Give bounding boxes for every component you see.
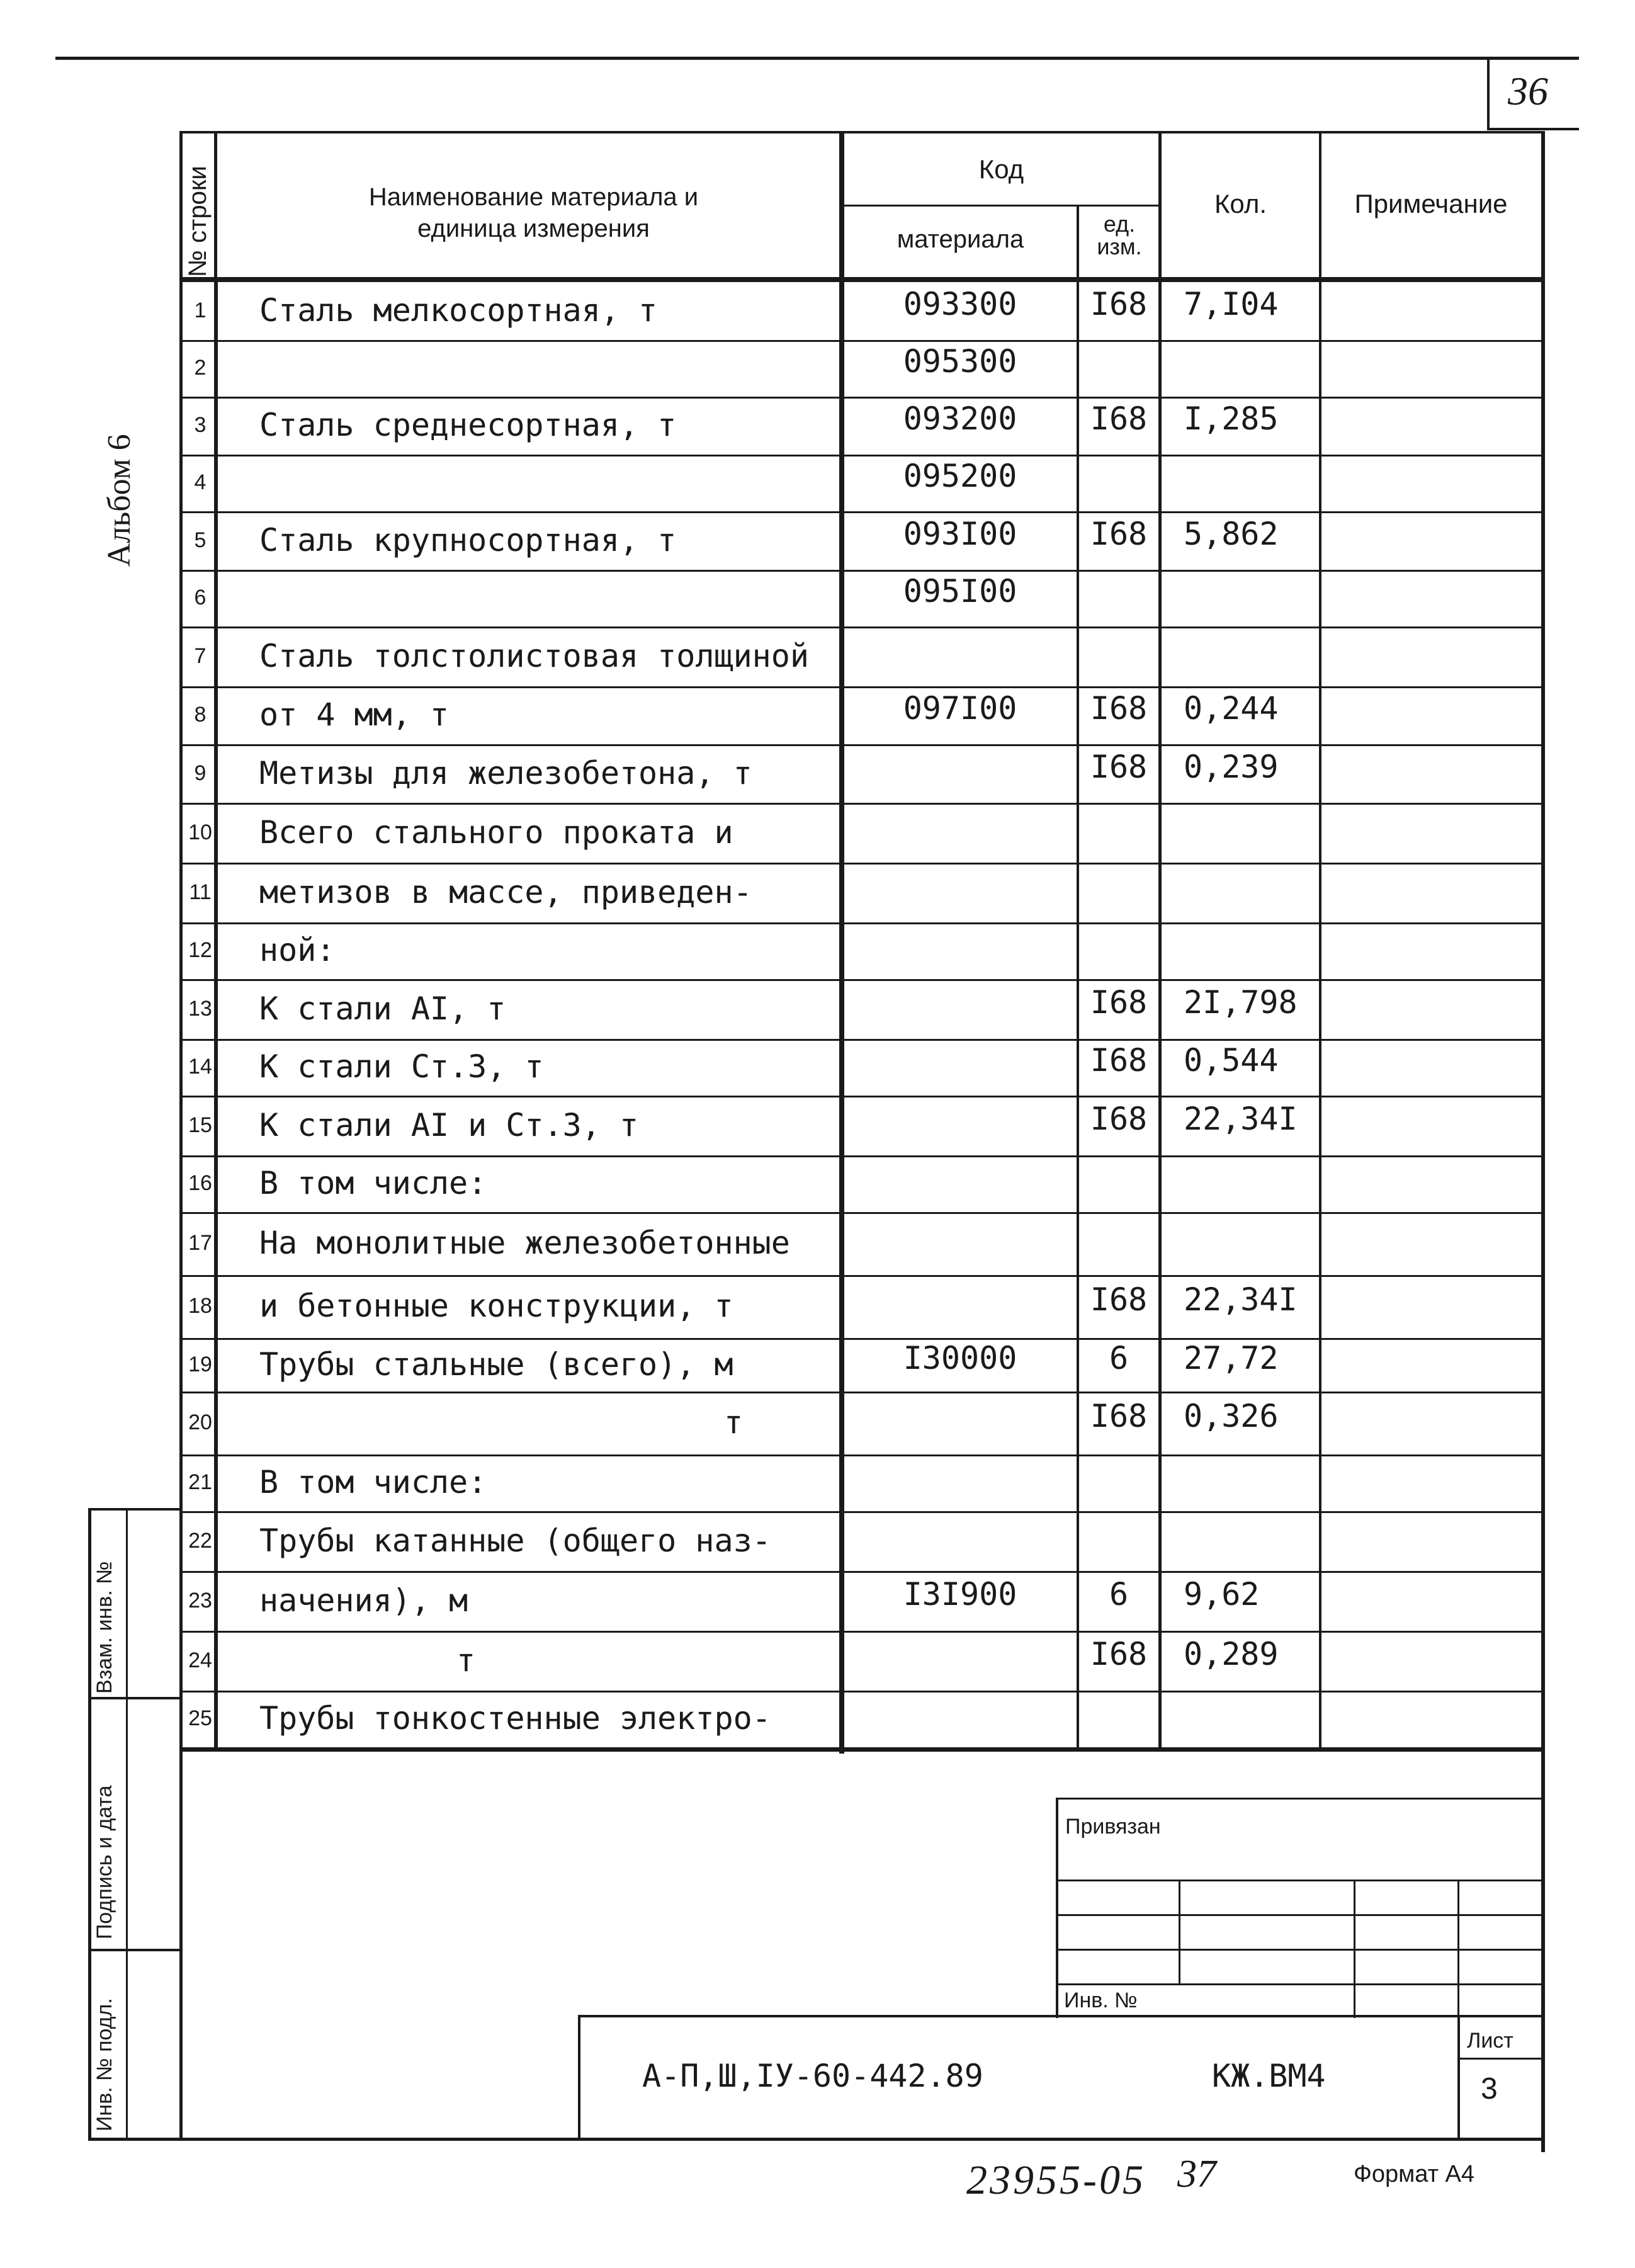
row-code: 097I00 [903, 690, 1017, 727]
row-line [179, 1275, 1544, 1277]
row-qty: 27,72 [1184, 1339, 1279, 1376]
row-unit: I68 [1090, 1398, 1148, 1434]
row-number: 15 [188, 1113, 212, 1137]
row-code: I30000 [903, 1339, 1017, 1376]
row-name: Сталь среднесортная, т [259, 407, 677, 443]
row-name: Трубы тонкостенные электро- [259, 1700, 771, 1737]
footer-page-number: 37 [1177, 2153, 1216, 2196]
row-qty: 9,62 [1184, 1575, 1260, 1613]
row-number: 12 [188, 938, 212, 962]
row-name: ной: [259, 932, 336, 968]
row-name: т [456, 1641, 476, 1679]
page-num-box-bottom [1487, 128, 1579, 130]
row-number: 16 [188, 1171, 212, 1195]
row-line [179, 1691, 1544, 1692]
header-material: материала [897, 225, 1024, 253]
album-label: Альбом 6 [101, 434, 137, 567]
row-code: I3I900 [903, 1575, 1017, 1613]
row-qty: I,285 [1184, 400, 1279, 437]
row-qty: 22,34I [1184, 1100, 1298, 1137]
row-unit: I68 [1090, 286, 1148, 322]
row-name: и бетонные конструкции, т [259, 1288, 733, 1324]
row-line [179, 1631, 1544, 1633]
row-name: начения), м [259, 1582, 468, 1619]
row-line [179, 627, 1544, 628]
header-row-no: № строки [184, 166, 212, 277]
privyazan-row2 [1056, 1914, 1544, 1916]
row-unit: I68 [1090, 748, 1148, 785]
row-unit: I68 [1090, 1281, 1148, 1318]
row-number: 4 [194, 470, 206, 494]
frame-top [179, 131, 1544, 133]
top-rule [55, 57, 1579, 60]
side-strip-top [88, 1508, 183, 1511]
row-number: 17 [188, 1231, 212, 1255]
row-name: В том числе: [259, 1165, 487, 1201]
col-line [1319, 131, 1321, 1747]
row-number: 19 [188, 1352, 212, 1376]
header-code-divider [842, 205, 1160, 207]
row-unit: I68 [1090, 1100, 1148, 1137]
row-line [179, 570, 1544, 572]
row-line [179, 1454, 1544, 1456]
row-line [179, 803, 1544, 805]
row-line [179, 455, 1544, 456]
row-name: В том числе: [259, 1464, 487, 1500]
list-box-left [1457, 2015, 1460, 2141]
privyazan-col1 [1179, 1880, 1180, 1983]
row-name: К стали Ст.3, т [259, 1048, 544, 1085]
row-line [179, 1571, 1544, 1573]
row-line [179, 1212, 1544, 1214]
row-unit: I68 [1090, 1635, 1148, 1672]
row-number: 8 [194, 703, 206, 727]
row-unit: I68 [1090, 984, 1148, 1021]
row-unit: I68 [1090, 690, 1148, 727]
row-code: 095I00 [903, 573, 1017, 610]
row-line [179, 1511, 1544, 1513]
row-number: 18 [188, 1294, 212, 1318]
row-qty: 22,34I [1184, 1281, 1298, 1318]
row-code: 093I00 [903, 515, 1017, 552]
row-name: На монолитные железобетонные [259, 1225, 790, 1261]
side-strip-sep2 [88, 1949, 183, 1951]
header-code: Код [978, 154, 1024, 184]
privyazan-top [1056, 1798, 1544, 1800]
row-line [179, 863, 1544, 865]
row-name: Всего стального проката и [259, 814, 733, 851]
row-line [179, 1039, 1544, 1041]
row-name: от 4 мм, т [259, 696, 450, 733]
row-number: 1 [194, 298, 206, 322]
col-line [1077, 207, 1079, 1747]
row-unit: I68 [1090, 515, 1148, 552]
header-qty: Кол. [1214, 189, 1267, 218]
row-number: 20 [188, 1410, 212, 1434]
row-number: 6 [194, 586, 206, 610]
row-line [179, 1747, 1544, 1752]
frame-right [1541, 131, 1545, 2152]
row-number: 25 [188, 1706, 212, 1730]
document-mark: КЖ.ВМ4 [1212, 2058, 1326, 2094]
row-unit: I68 [1090, 400, 1148, 437]
row-number: 10 [188, 820, 212, 844]
row-line [179, 979, 1544, 981]
row-line [179, 397, 1544, 399]
row-unit: 6 [1109, 1339, 1129, 1376]
row-qty: 0,544 [1184, 1042, 1279, 1079]
row-line [179, 511, 1544, 513]
row-line [179, 1155, 1544, 1157]
label-podpis-data: Подпись и дата [93, 1785, 116, 1939]
row-qty: 7,I04 [1184, 286, 1279, 322]
privyazan-label: Привязан [1065, 1815, 1161, 1839]
list-number: 3 [1481, 2072, 1498, 2106]
page-number: 36 [1508, 69, 1548, 113]
header-name: Наименование материала и единица измерения [368, 183, 699, 242]
row-qty: 0,244 [1184, 690, 1279, 727]
row-name: К стали АI, т [259, 990, 506, 1027]
row-name: К стали АI и Ст.3, т [259, 1106, 639, 1143]
row-name: Трубы катанные (общего наз- [259, 1522, 771, 1559]
row-name: т [724, 1404, 744, 1441]
row-qty: 5,862 [1184, 515, 1279, 552]
row-number: 2 [194, 356, 206, 380]
row-name: Метизы для железобетона, т [259, 754, 752, 791]
row-name: Сталь мелкосортная, т [259, 292, 658, 329]
row-code: 093300 [903, 286, 1017, 322]
row-number: 14 [188, 1055, 212, 1079]
row-number: 3 [194, 413, 206, 437]
row-line [179, 686, 1544, 688]
list-label: Лист [1467, 2029, 1513, 2053]
header-unit: ед. изм. [1097, 211, 1142, 259]
row-number: 13 [188, 996, 212, 1021]
col-line [214, 131, 217, 282]
col-line [1158, 131, 1162, 1747]
row-qty: 0,239 [1184, 748, 1279, 785]
stamp-outer-top [578, 2015, 1544, 2017]
row-code: 095300 [903, 343, 1017, 380]
row-number: 9 [194, 761, 206, 785]
row-number: 22 [188, 1528, 212, 1553]
row-line [179, 1392, 1544, 1393]
row-number: 24 [188, 1648, 212, 1672]
col-line [214, 282, 218, 1747]
row-line [179, 922, 1544, 924]
row-line [179, 744, 1544, 746]
frame-left [179, 131, 183, 2140]
row-code: 095200 [903, 458, 1017, 494]
row-number: 23 [188, 1588, 212, 1613]
side-strip-sep1 [88, 1697, 183, 1699]
frame-bottom [88, 2138, 1545, 2141]
privyazan-col3 [1457, 1880, 1459, 2018]
privyazan-row4 [1056, 1983, 1544, 1985]
row-code: 093200 [903, 400, 1017, 437]
row-unit: 6 [1109, 1575, 1129, 1613]
archive-number: 23955-05 [966, 2157, 1146, 2203]
side-strip-left [88, 1508, 91, 2141]
format-label: Формат А4 [1354, 2161, 1475, 2187]
row-qty: 0,326 [1184, 1398, 1279, 1434]
privyazan-col2 [1354, 1880, 1355, 2018]
row-name: Сталь толстолистовая толщиной [259, 637, 809, 674]
header-note: Примечание [1354, 189, 1508, 218]
row-number: 21 [188, 1470, 212, 1494]
row-unit: I68 [1090, 1042, 1148, 1079]
stamp-outer-left [578, 2015, 580, 2141]
row-number: 5 [194, 528, 206, 552]
inv-no-label: Инв. № [1064, 1988, 1138, 2012]
page-num-box-left [1487, 57, 1490, 129]
label-inv-podl: Инв. № подл. [93, 1998, 116, 2131]
row-number: 7 [194, 644, 206, 668]
row-name: Сталь крупносортная, т [259, 521, 677, 558]
header-bottom [179, 277, 1544, 282]
side-strip-divider [126, 1508, 128, 2141]
row-qty: 2I,798 [1184, 984, 1298, 1021]
row-line [179, 1096, 1544, 1097]
document-code: А-П,Ш,IУ-60-442.89 [642, 2058, 983, 2094]
label-vzam-inv: Взам. инв. № [93, 1561, 116, 1694]
row-qty: 0,289 [1184, 1635, 1279, 1672]
row-number: 11 [189, 880, 212, 904]
privyazan-row1 [1056, 1880, 1544, 1881]
row-line [179, 340, 1544, 342]
privyazan-row3 [1056, 1949, 1544, 1951]
row-name: метизов в массе, приведен- [259, 873, 752, 910]
row-name: Трубы стальные (всего), м [259, 1346, 733, 1383]
list-box-mid [1457, 2058, 1544, 2060]
